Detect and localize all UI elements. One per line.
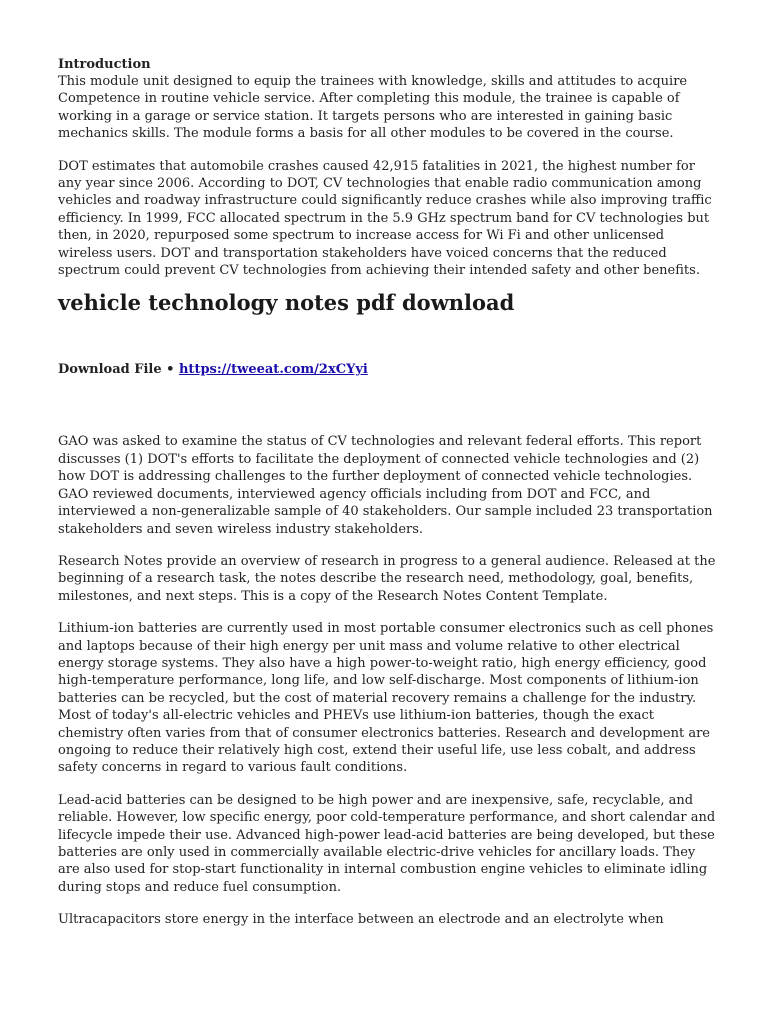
ultracapacitors-paragraph: Ultracapacitors store energy in the interface between an electrode and an electrolyte when: [58, 912, 664, 928]
page-title: vehicle technology notes pdf download: [58, 290, 515, 316]
download-line: [58, 361, 718, 378]
introduction-heading: Introduction: [58, 57, 151, 72]
dot-paragraph: DOT estimates that automobile crashes caused 42,915 fatalities in 2021, the highest number for any year since 2006. According to DOT, CV technologies that enable radio communication among vehicles and roadway infrastructure could significantly reduce crashes while also improving traffic efficiency. In 1999, FCC allocated spectrum in the 5.9 GHz spectrum band for CV technologies but then, in 2020, repurposed some spectrum to increase access for Wi Fi and other unlicensed wireless users. DOT and transportation stakeholders have voiced concerns that the reduced spectrum could prevent CV technologies from achieving their intended safety and other benefits.: [58, 158, 712, 279]
lithium-ion-paragraph: Lithium-ion batteries are currently used in most portable consumer electronics such as cell phones and laptops because of their high energy per unit mass and volume relative to other electrical energy storage systems. They also have a high power-to-weight ratio, high energy efficiency, good high-temperature performance, long life, and low self-discharge. Most components of lithium-ion batteries can be recycled, but the cost of material recovery remains a challenge for the industry. Most of today's all-electric vehicles and PHEVs use lithium-ion batteries, though the exact chemistry often varies from that of consumer electronics batteries. Research and development are ongoing to reduce their relatively high cost, extend their useful life, use less cobalt, and address safety concerns in regard to various fault conditions.: [58, 621, 714, 776]
gao-paragraph: GAO was asked to examine the status of CV technologies and relevant federal efforts. This report discusses (1) DOT's efforts to facilitate the deployment of connected vehicle technologies and (2) how DOT is addressing challenges to the further deployment of connected vehicle technologies. GAO reviewed documents, interviewed agency officials including from DOT and FCC, and interviewed a non-generalizable sample of 40 stakeholders. Our sample included 23 transportation stakeholders and seven wireless industry stakeholders.: [58, 434, 713, 537]
body-content: [58, 433, 718, 928]
introduction-paragraph: This module unit designed to equip the trainees with knowledge, skills and attitudes to acquire Competence in routine vehicle service. After completing this module, the trainee is capable of working in a garage or service station. It targets persons who are interested in gaining basic mechanics skills. The module forms a basis for all other modules to be covered in the course.: [58, 74, 688, 142]
download-label: Download File •: [58, 362, 179, 378]
research-notes-paragraph: Research Notes provide an overview of research in progress to a general audience. Released at the beginning of a research task, the notes describe the research need, methodology, goal, benefits, milestones, and next steps. This is a copy of the Research Notes Content Template.: [58, 553, 716, 604]
document-page: [58, 56, 718, 929]
download-link[interactable]: https://tweeat.com/2xCYyi: [178, 362, 368, 378]
lead-acid-paragraph: Lead-acid batteries can be designed to be high power and are inexpensive, safe, recyclable, and reliable. However, low specific energy, poor cold-temperature performance, and short calendar and lifecycle impede their use. Advanced high-power lead-acid batteries are being developed, but these batteries are only used in commercially available electric-drive vehicles for ancillary loads. They are also used for stop-start functionality in internal combustion engine vehicles to eliminate idling during stops and reduce fuel consumption.: [58, 792, 716, 895]
